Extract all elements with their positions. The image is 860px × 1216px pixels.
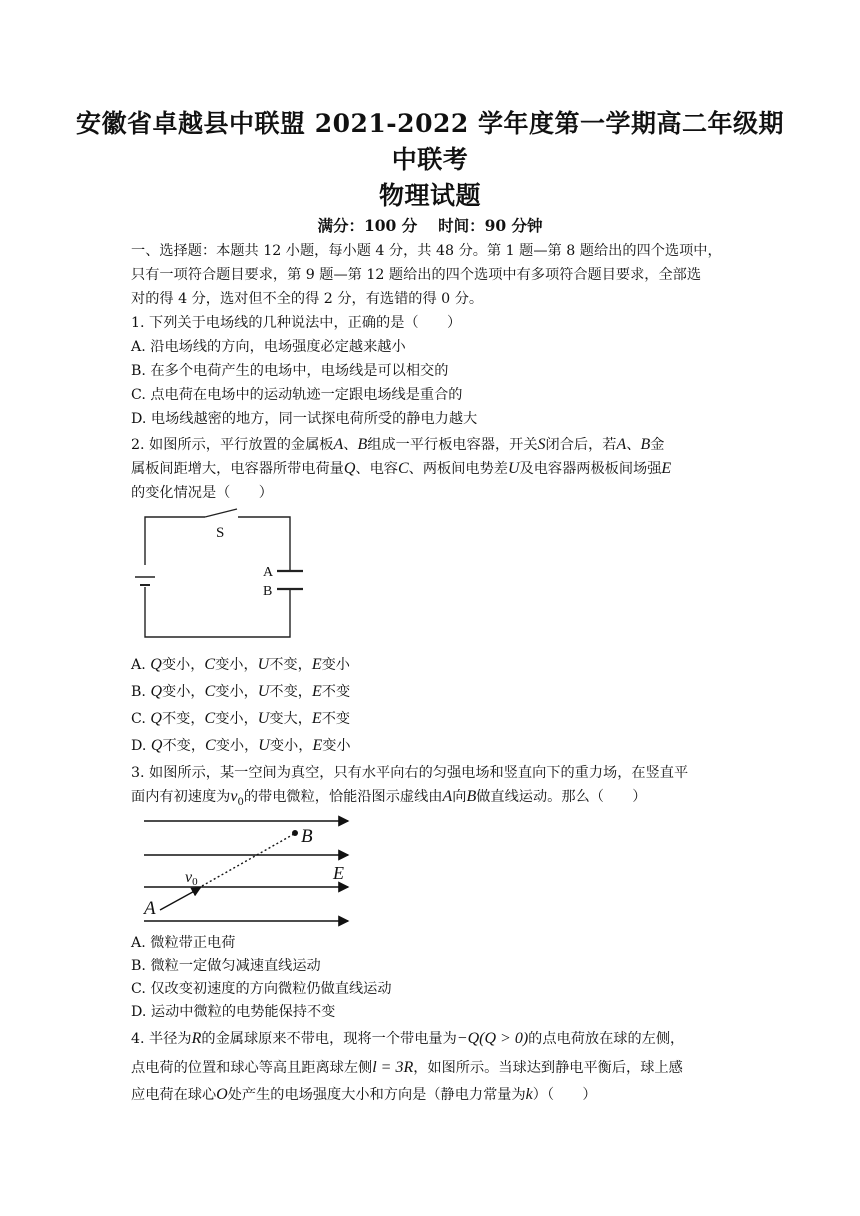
q2-option-d: D. Q不变，C变小，U变小，E变小 xyxy=(131,737,351,754)
q2-option-a: A. Q变小，C变小，U不变，E变小 xyxy=(131,656,350,673)
switch-label: S xyxy=(216,525,225,541)
label-a: A xyxy=(144,898,156,919)
q3-option-c: C. 仅改变初速度的方向微粒仍做直线运动 xyxy=(131,981,392,997)
q3-option-b: B. 微粒一定做匀减速直线运动 xyxy=(131,958,321,974)
wire-top-left xyxy=(145,517,205,565)
q2-stem-line3: 的变化情况是（ ） xyxy=(131,485,273,501)
q3-stem-line2: 面内有初速度为$v_0$的带电微粒，恰能沿图示虚线由A向B做直线运动。那么（ ） xyxy=(131,788,647,808)
q1-option-a: A. 沿电场线的方向，电场强度必定越来越小 xyxy=(131,339,406,355)
switch-blade xyxy=(205,509,237,517)
q3-stem-line1: 3. 如图所示，某一空间为真空，只有水平向右的匀强电场和竖直向下的重力场，在竖直平 xyxy=(131,765,689,781)
wire-top-right xyxy=(238,517,290,571)
exam-title-line1: 安徽省卓越县中联盟 2021-2022 学年度第一学期高二年级期 xyxy=(76,109,784,138)
q2-stem-line1: 2. 如图所示，平行放置的金属板A、B组成一平行板电容器，开关S闭合后，若A、B金 xyxy=(131,436,665,453)
plate-a-label: A xyxy=(263,565,274,580)
q3-option-a: A. 微粒带正电荷 xyxy=(131,935,236,951)
exam-title-line2: 中联考 xyxy=(391,145,469,174)
q3-field-diagram xyxy=(140,812,355,930)
q4-stem-line2: 点电荷的位置和球心等高且距离球左侧l = 3R，如图所示。当球达到静电平衡后，球上感 xyxy=(131,1059,683,1076)
instructions-line-3: 对的得 4 分，选对但不全的得 2 分，有选错的得 0 分。 xyxy=(131,291,484,307)
q1-option-d: D. 电场线越密的地方，同一试探电荷所受的静电力越大 xyxy=(131,411,478,427)
q3-option-d: D. 运动中微粒的电势能保持不变 xyxy=(131,1004,336,1020)
instructions-line-1: 一、选择题：本题共 12 小题，每小题 4 分，共 48 分。第 1 题—第 8 题给出的四个选项中， xyxy=(131,243,722,259)
q2-option-b: B. Q变小，C变小，U不变，E不变 xyxy=(131,683,351,700)
point-b-dot xyxy=(292,830,298,836)
q2-stem-line2: 属板间距增大，电容器所带电荷量Q、电容C、两板间电势差U及电容器两极板间场强E xyxy=(131,460,672,477)
exam-meta: 满分：100 分 时间：90 分钟 xyxy=(317,216,543,235)
q1-option-c: C. 点电荷在电场中的运动轨迹一定跟电场线是重合的 xyxy=(131,387,463,403)
q1-stem: 1. 下列关于电场线的几种说法中，正确的是（ ） xyxy=(131,315,462,331)
q2-circuit-diagram xyxy=(130,505,310,645)
q4-stem-line3: 应电荷在球心O处产生的电场强度大小和方向是（静电力常量为k）（ ） xyxy=(131,1086,597,1103)
q1-option-b: B. 在多个电荷产生的电场中，电场线是可以相交的 xyxy=(131,363,449,379)
label-e: E xyxy=(333,863,344,883)
q4-stem-line1: 4. 半径为R的金属球原来不带电，现将一个带电量为−Q(Q > 0)的点电荷放在球的左侧， xyxy=(131,1030,685,1047)
initial-velocity-arrow xyxy=(160,888,200,910)
label-v0: v0 xyxy=(185,869,198,888)
instructions-line-2: 只有一项符合题目要求，第 9 题—第 12 题给出的四个选项中有多项符合题目要求，全部选 xyxy=(131,267,702,283)
trajectory-dashed xyxy=(202,834,294,886)
label-b: B xyxy=(301,826,313,847)
q2-option-c: C. Q不变，C变小，U变大，E不变 xyxy=(131,710,351,727)
subject-title: 物理试题 xyxy=(378,181,481,210)
plate-b-label: B xyxy=(263,584,273,599)
